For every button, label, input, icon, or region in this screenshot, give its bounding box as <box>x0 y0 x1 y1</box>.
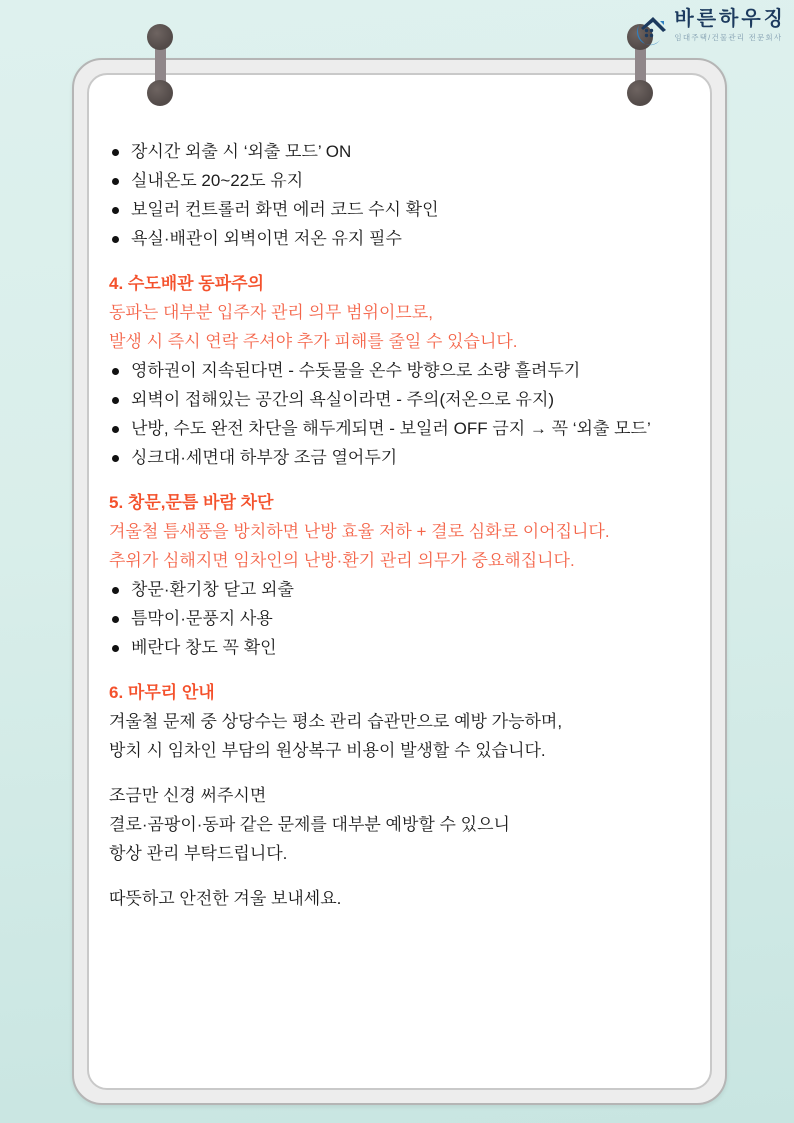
house-with-swoosh-icon <box>633 11 671 49</box>
list-item: 욕실·배관이 외벽이면 저온 유지 필수 <box>109 224 694 253</box>
closing-line: 따뜻하고 안전한 겨울 보내세요. <box>109 889 342 908</box>
logo-text <box>674 7 786 43</box>
intro-bullet-list <box>109 137 694 253</box>
section-lead-line: 동파는 대부분 입주자 관리 의무 범위이므로, <box>109 303 433 322</box>
closing-paragraph <box>109 781 694 868</box>
note-card <box>72 58 727 1105</box>
section-4 <box>109 269 694 472</box>
list-item: 싱크대·세면대 하부장 조금 열어두기 <box>109 443 694 472</box>
closing-line: 결로·곰팡이·동파 같은 문제를 대부분 예방할 수 있으니 <box>109 815 510 834</box>
closing-farewell <box>109 884 694 913</box>
section-heading: 6. 마무리 안내 <box>109 683 215 702</box>
section-lead-line: 겨울철 문제 중 상당수는 평소 관리 습관만으로 예방 가능하며, <box>109 712 563 731</box>
section-heading: 5. 창문,문틈 바람 차단 <box>109 493 274 512</box>
company-logo <box>633 7 786 49</box>
section-lead-line: 추위가 심해지면 임차인의 난방·환기 관리 의무가 중요해집니다. <box>109 551 575 570</box>
list-item: 장시간 외출 시 ‘외출 모드’ ON <box>109 137 694 166</box>
section-lead-line: 발생 시 즉시 연락 주셔야 추가 피해를 줄일 수 있습니다. <box>109 332 518 351</box>
list-item: 보일러 컨트롤러 화면 에러 코드 수시 확인 <box>109 195 694 224</box>
pin-knob-icon <box>627 80 653 106</box>
pin-knob-icon <box>147 80 173 106</box>
list-item: 난방, 수도 완전 차단을 해두게되면 - 보일러 OFF 금지 → 꼭 ‘외출 모드’ <box>109 414 694 443</box>
list-item: 영하권이 지속된다면 - 수돗물을 온수 방향으로 소량 흘려두기 <box>109 356 694 385</box>
pin-knob-icon <box>147 24 173 50</box>
closing-line: 조금만 신경 써주시면 <box>109 786 267 805</box>
section-lead-line: 겨울철 틈새풍을 방치하면 난방 효율 저하 + 결로 심화로 이어집니다. <box>109 522 610 541</box>
section-5 <box>109 488 694 662</box>
note-card-paper <box>87 73 712 1090</box>
logo-subtitle: 임대주택/건물관리 전문회사 <box>674 33 783 42</box>
section-heading: 4. 수도배관 동파주의 <box>109 274 264 293</box>
pin-left <box>146 24 174 108</box>
list-item: 틈막이·문풍지 사용 <box>109 604 694 633</box>
list-item: 외벽이 접해있는 공간의 욕실이라면 - 주의(저온으로 유지) <box>109 385 694 414</box>
closing-line: 항상 관리 부탁드립니다. <box>109 844 288 863</box>
list-item: 창문·환기창 닫고 외출 <box>109 575 694 604</box>
section-6 <box>109 678 694 765</box>
note-content <box>109 137 694 913</box>
section-lead-line: 방치 시 임차인 부담의 원상복구 비용이 발생할 수 있습니다. <box>109 741 546 760</box>
section-bullet-list <box>109 356 694 472</box>
section-bullet-list <box>109 575 694 662</box>
list-item: 실내온도 20~22도 유지 <box>109 166 694 195</box>
logo-title: 바른하우징 <box>674 8 786 30</box>
list-item: 베란다 창도 꼭 확인 <box>109 633 694 662</box>
